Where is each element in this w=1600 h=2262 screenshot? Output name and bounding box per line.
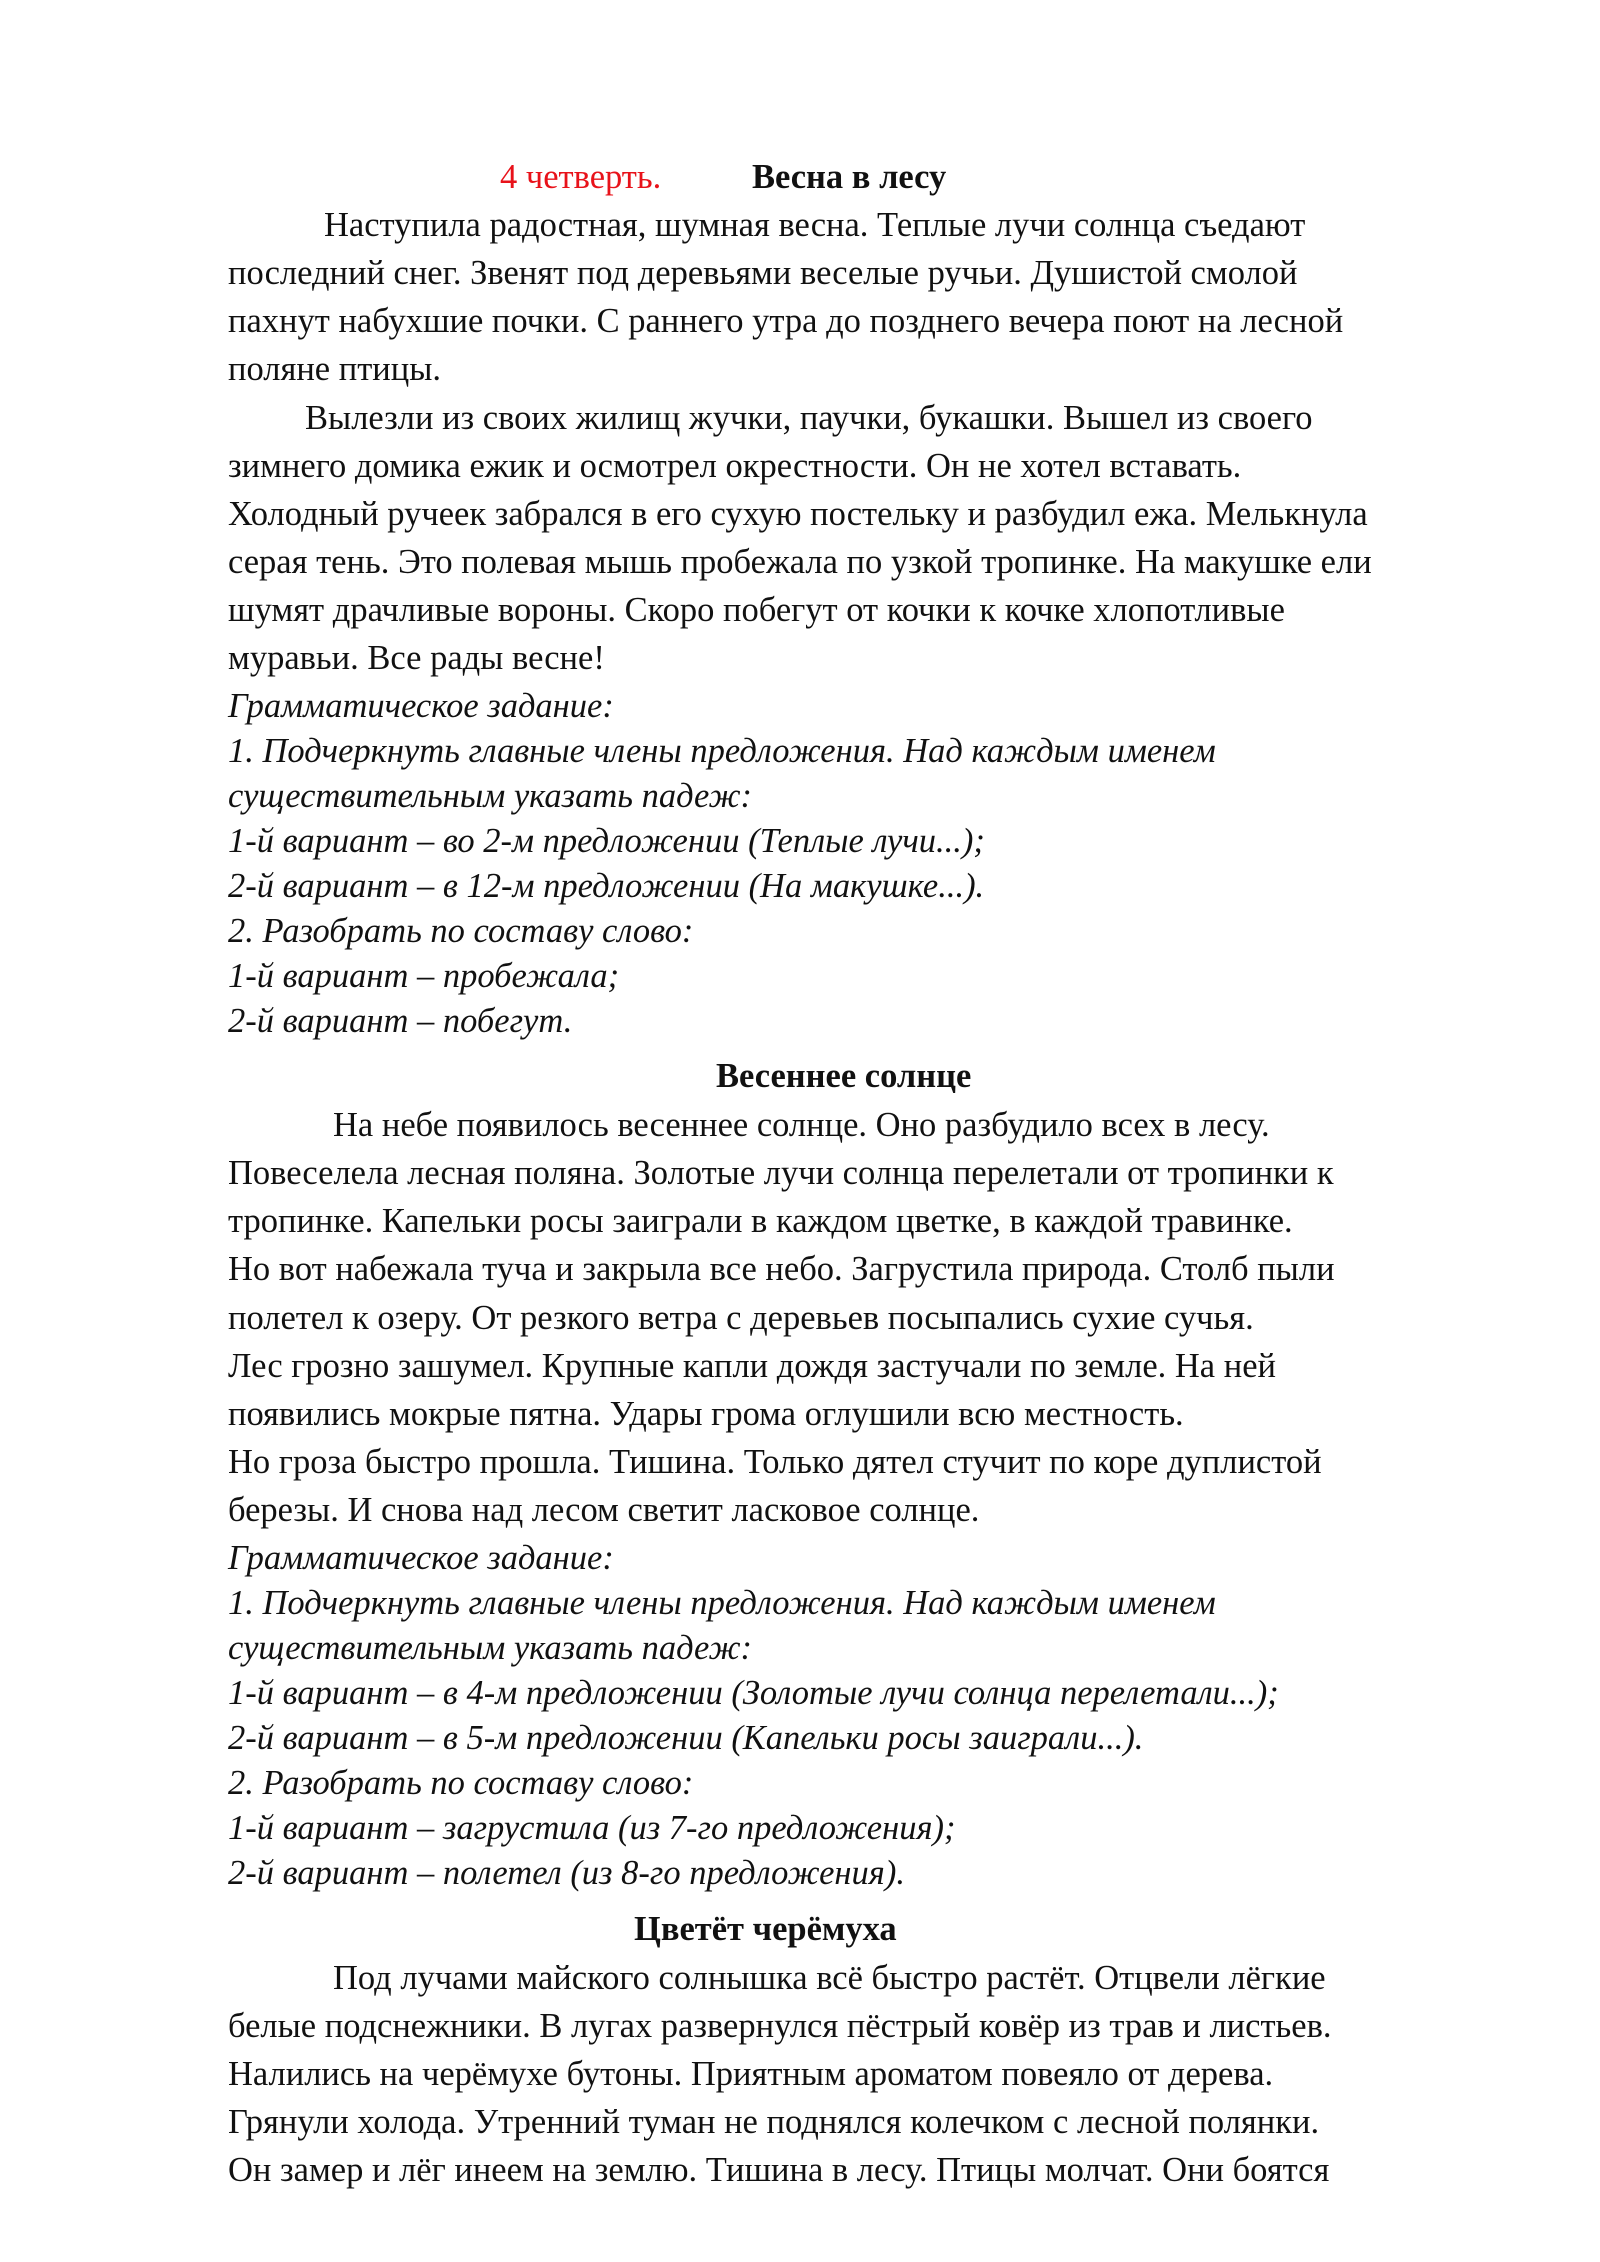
- text-line: Холодный ручеек забрался в его сухую постельку и разбудил ежа. Мелькнула: [228, 495, 1368, 533]
- text-line: Лес грозно зашумел. Крупные капли дождя застучали по земле. На ней: [228, 1347, 1276, 1385]
- section-title-spring-in-forest: Весна в лесу: [752, 158, 947, 196]
- text-line: Но гроза быстро прошла. Тишина. Только дятел стучит по коре дуплистой: [228, 1443, 1322, 1481]
- task-line: 1. Подчеркнуть главные члены предложения. Над каждым именем: [228, 732, 1216, 770]
- text-line: Грянули холода. Утренний туман не поднялся колечком с лесной полянки.: [228, 2103, 1320, 2141]
- text-line: тропинке. Капельки росы заиграли в каждом цветке, в каждой травинке.: [228, 1202, 1293, 1240]
- text-line: муравьи. Все рады весне!: [228, 639, 605, 677]
- task-line: 2-й вариант – полетел (из 8-го предложения).: [228, 1854, 905, 1892]
- text-line: полетел к озеру. От резкого ветра с деревьев посыпались сухие сучья.: [228, 1299, 1254, 1337]
- text-line: Повеселела лесная поляна. Золотые лучи солнца перелетали от тропинки к: [228, 1154, 1334, 1192]
- text-line: зимнего домика ежик и осмотрел окрестности. Он не хотел вставать.: [228, 447, 1242, 485]
- task-line: 1-й вариант – в 4-м предложении (Золотые лучи солнца перелетали...);: [228, 1674, 1279, 1712]
- task-line: существительным указать падеж:: [228, 777, 753, 815]
- task-heading: Грамматическое задание:: [228, 1539, 614, 1577]
- task-line: 1-й вариант – пробежала;: [228, 957, 620, 995]
- task-line: 2-й вариант – в 5-м предложении (Капельки росы заиграли...).: [228, 1719, 1144, 1757]
- text-line: пахнут набухшие почки. С раннего утра до позднего вечера поют на лесной: [228, 302, 1344, 340]
- task-line: 2-й вариант – побегут.: [228, 1002, 573, 1040]
- task-line: существительным указать падеж:: [228, 1629, 753, 1667]
- quarter-label: 4 четверть.: [500, 158, 662, 196]
- text-line: Налились на черёмухе бутоны. Приятным ароматом повеяло от дерева.: [228, 2055, 1274, 2093]
- task-line: 2. Разобрать по составу слово:: [228, 912, 694, 950]
- text-line: последний снег. Звенят под деревьями веселые ручьи. Душистой смолой: [228, 254, 1298, 292]
- task-line: 2. Разобрать по составу слово:: [228, 1764, 694, 1802]
- task-line: 1-й вариант – во 2-м предложении (Теплые лучи...);: [228, 822, 985, 860]
- text-line: березы. И снова над лесом светит ласковое солнце.: [228, 1491, 980, 1529]
- task-line: 1. Подчеркнуть главные члены предложения. Над каждым именем: [228, 1584, 1216, 1622]
- text-line: серая тень. Это полевая мышь пробежала по узкой тропинке. На макушке ели: [228, 543, 1372, 581]
- task-heading: Грамматическое задание:: [228, 687, 614, 725]
- text-line: Наступила радостная, шумная весна. Теплые лучи солнца съедают: [324, 206, 1306, 244]
- text-line: Но вот набежала туча и закрыла все небо. Загрустила природа. Столб пыли: [228, 1250, 1335, 1288]
- text-line: Вылезли из своих жилищ жучки, паучки, букашки. Вышел из своего: [305, 399, 1313, 437]
- text-line: поляне птицы.: [228, 350, 442, 388]
- text-line: белые подснежники. В лугах развернулся пёстрый ковёр из трав и листьев.: [228, 2007, 1332, 2045]
- task-line: 2-й вариант – в 12-м предложении (На макушке...).: [228, 867, 985, 905]
- text-line: появились мокрые пятна. Удары грома оглушили всю местность.: [228, 1395, 1184, 1433]
- text-line: На небе появилось весеннее солнце. Оно разбудило всех в лесу.: [333, 1106, 1270, 1144]
- section-title-spring-sun: Весеннее солнце: [716, 1057, 972, 1095]
- text-line: Он замер и лёг инеем на землю. Тишина в лесу. Птицы молчат. Они боятся: [228, 2151, 1330, 2189]
- text-line: Под лучами майского солнышка всё быстро растёт. Отцвели лёгкие: [333, 1959, 1326, 1997]
- section-title-bird-cherry: Цветёт черёмуха: [634, 1910, 897, 1948]
- text-line: шумят драчливые вороны. Скоро побегут от кочки к кочке хлопотливые: [228, 591, 1285, 629]
- task-line: 1-й вариант – загрустила (из 7-го предложения);: [228, 1809, 956, 1847]
